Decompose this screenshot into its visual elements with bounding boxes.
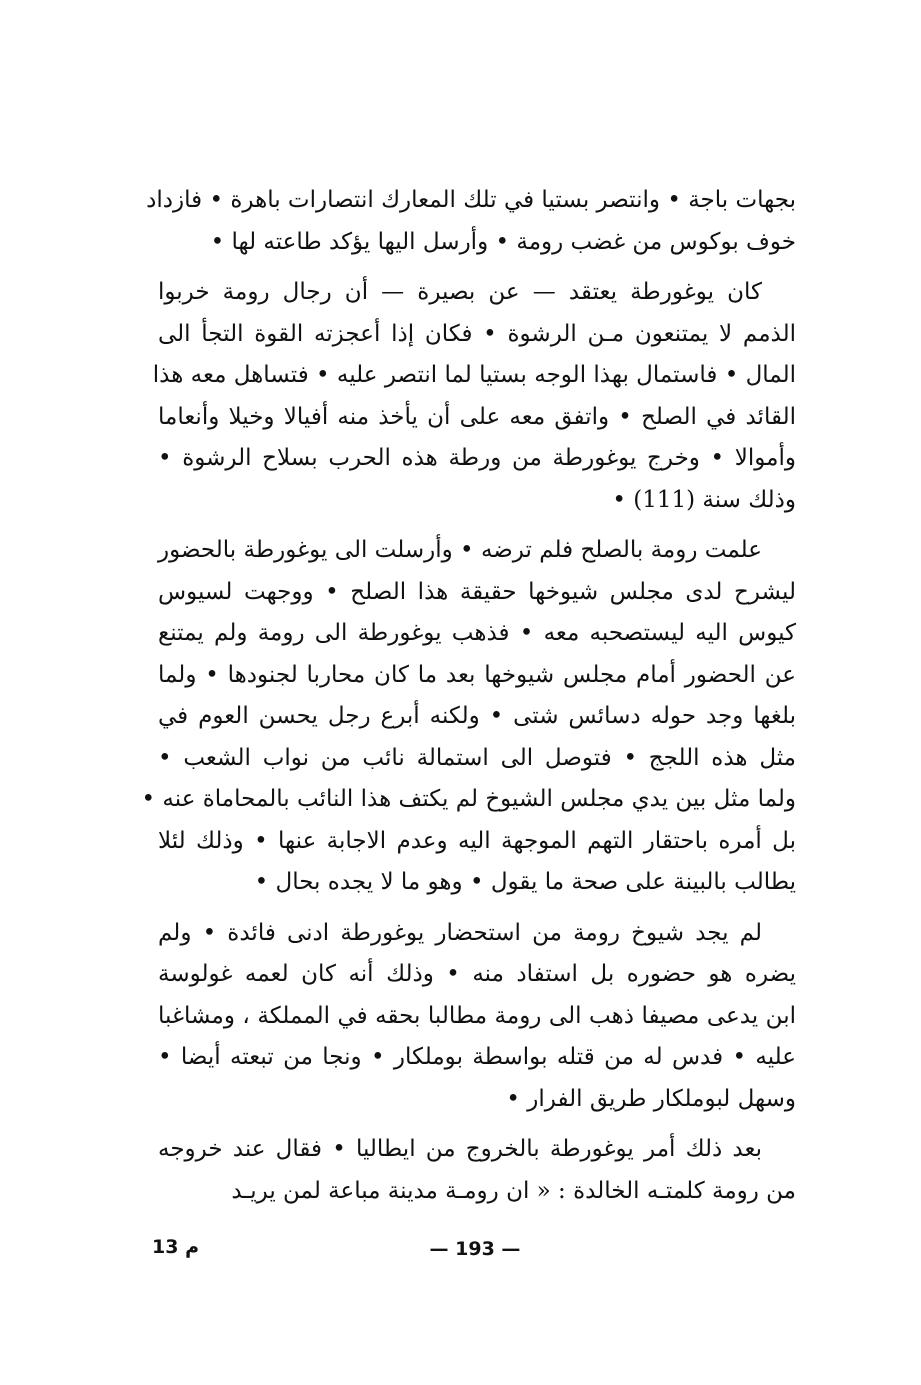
paragraph	[141, 530, 796, 904]
text-line: ابن يدعى مصيفا ذهب الى رومة مطالبا بحقه في المملكة ، ومشاغبا	[158, 1002, 796, 1029]
text-line: كيوس اليه ليستصحبه معه • فذهب يوغورطة الى رومة ولم يمتنع	[158, 620, 796, 646]
page-footer	[0, 1232, 921, 1272]
text-line: وسهل لبوملكار طريق الفرار •	[506, 1085, 796, 1112]
text-line: بعد ذلك أمر يوغورطة بالخروج من ايطاليا • فقال عند خروجه	[158, 1136, 762, 1162]
text-line: بل أمره باحتقار التهم الموجهة اليه وعدم الاجابة عنها • وذلك لئلا	[158, 827, 796, 854]
paragraph	[158, 1129, 796, 1212]
text-line: يضره هو حضوره بل استفاد منه • وذلك أنه كان لعمه غولوسة	[158, 961, 796, 987]
text-line: الذمم لا يمتنعون مـن الرشوة • فكان إذا أعجزته القوة التجأ الى	[158, 320, 796, 347]
text-line: القائد في الصلح • واتفق معه على أن يأخذ منه أفيالا وخيلا وأنعاما	[158, 403, 796, 430]
paragraph	[158, 913, 796, 1121]
text-line: يطالب بالبينة على صحة ما يقول • وهو ما لا يجده بحال •	[254, 869, 796, 895]
text-line: وأموالا • وخرج يوغورطة من ورطة هذه الحرب بسلاح الرشوة •	[158, 445, 796, 471]
text-line: كان يوغورطة يعتقد — عن بصيرة — أن رجال رومة خربوا	[158, 279, 762, 305]
signature-mark: م 13	[152, 1236, 199, 1258]
text-line: بجهات باجة • وانتصر بستيا في تلك المعارك انتصارات باهرة • فازداد	[146, 187, 796, 213]
paragraph	[146, 180, 796, 263]
text-line: بلغها وجد حوله دسائس شتى • ولكنه أبرع رجل يحسن العوم في	[158, 703, 796, 729]
text-line: من رومة كلمتـه الخالدة : « ان رومـة مدينة مباعة لمن يريـد	[231, 1177, 796, 1204]
text-line: عليه • فدس له من قتله بواسطة بوملكار • ونجا من تبعته أيضا •	[158, 1044, 796, 1070]
text-line: علمت رومة بالصلح فلم ترضه • وأرسلت الى يوغورطة بالحضور	[158, 537, 762, 563]
text-line: لم يجد شيوخ رومة من استحضار يوغورطة ادنى فائدة • ولم	[158, 919, 762, 946]
paragraph	[152, 272, 796, 521]
text-line: المال • فاستمال بهذا الوجه بستيا لما انتصر عليه • فتساهل معه هذا	[152, 362, 796, 388]
text-line: ولما مثل بين يدي مجلس الشيوخ لم يكتف هذا النائب بالمحاماة عنه •	[141, 786, 796, 812]
page-number: — 193 —	[429, 1238, 521, 1260]
text-line: عن الحضور أمام مجلس شيوخها بعد ما كان محاربا لجنودها • ولما	[158, 661, 796, 688]
text-line: خوف بوكوس من غضب رومة • وأرسل اليها يؤكد طاعته لها •	[210, 228, 796, 255]
text-line: مثل هذه اللجج • فتوصل الى استمالة نائب من نواب الشعب •	[158, 744, 796, 771]
text-line: وذلك سنة (111) •	[612, 486, 796, 513]
body-text	[141, 180, 796, 1212]
text-line: ليشرح لدى مجلس شيوخها حقيقة هذا الصلح • ووجهت لسيوس	[158, 578, 796, 605]
